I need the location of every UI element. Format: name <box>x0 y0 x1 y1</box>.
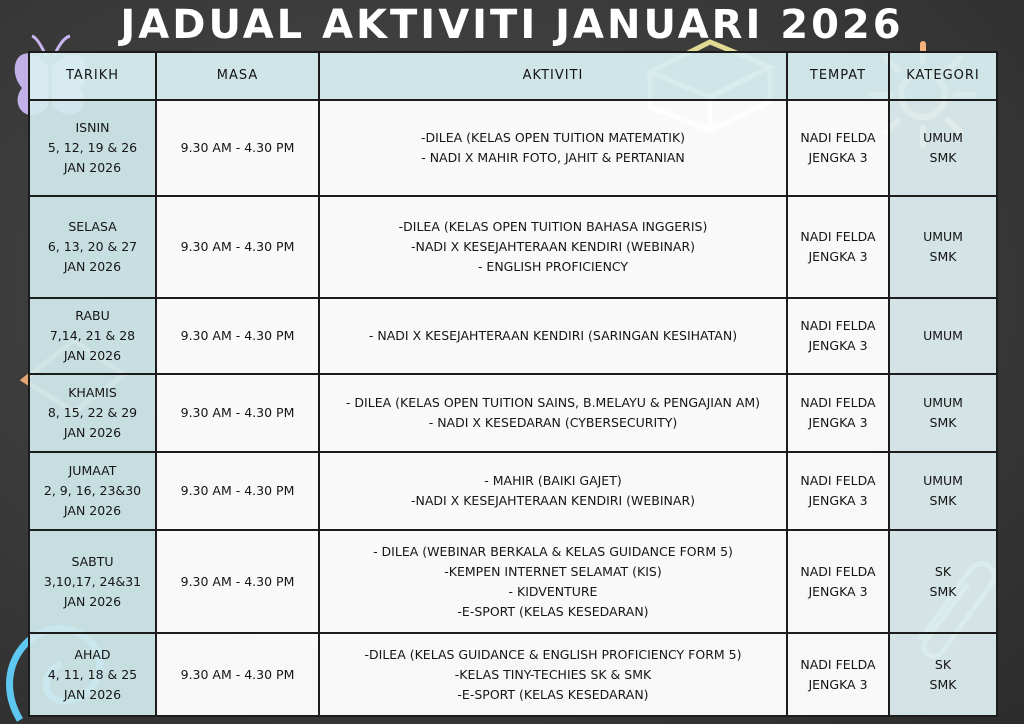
date-cell <box>29 374 156 452</box>
date-cell <box>29 100 156 196</box>
activity-item: - DILEA (KELAS OPEN TUITION SAINS, B.MELAYU & PENGAJIAN AM) <box>345 395 761 410</box>
activity-item: -DILEA (KELAS OPEN TUITION MATEMATIK) <box>420 130 686 145</box>
table-header-row <box>29 52 997 100</box>
header-aktiviti: AKTIVITI <box>319 52 787 100</box>
activity-item: -DILEA (KELAS OPEN TUITION BAHASA INGGERIS) <box>398 219 708 234</box>
place-line: JENGKA 3 <box>808 415 868 430</box>
header-tarikh: TARIKH <box>29 52 156 100</box>
table-row <box>29 530 997 633</box>
activity-cell <box>319 530 787 633</box>
activity-cell <box>319 374 787 452</box>
dates-label: 7,14, 21 & 28 <box>49 328 136 343</box>
place-cell <box>787 100 889 196</box>
category-cell <box>889 452 997 530</box>
category-line: SMK <box>929 415 957 430</box>
activity-cell <box>319 298 787 374</box>
category-line: UMUM <box>923 395 963 410</box>
category-cell <box>889 374 997 452</box>
date-cell <box>29 298 156 374</box>
month-label: JAN 2026 <box>63 259 122 274</box>
day-label: ISNIN <box>75 120 110 135</box>
time-cell: 9.30 AM - 4.30 PM <box>156 100 319 196</box>
place-line: JENGKA 3 <box>808 150 868 165</box>
month-label: JAN 2026 <box>63 686 122 702</box>
header-tempat: TEMPAT <box>787 52 889 100</box>
header-kategori: KATEGORI <box>889 52 997 100</box>
table-row <box>29 374 997 452</box>
month-label: JAN 2026 <box>63 593 122 609</box>
place-line: JENGKA 3 <box>808 338 868 353</box>
time-cell: 9.30 AM - 4.30 PM <box>156 374 319 452</box>
table-row <box>29 196 997 298</box>
place-line: JENGKA 3 <box>808 249 868 264</box>
activity-item: - ENGLISH PROFICIENCY <box>477 259 629 274</box>
category-line: SK <box>934 656 952 672</box>
month-label: JAN 2026 <box>63 160 122 175</box>
category-line: UMUM <box>923 130 963 145</box>
place-line: NADI FELDA <box>800 473 876 488</box>
dates-label: 8, 15, 22 & 29 <box>47 405 138 420</box>
activity-cell <box>319 452 787 530</box>
time-cell: 9.30 AM - 4.30 PM <box>156 196 319 298</box>
place-line: NADI FELDA <box>800 395 876 410</box>
place-cell <box>787 452 889 530</box>
category-line: SMK <box>929 676 957 692</box>
day-label: AHAD <box>74 646 111 662</box>
category-line: UMUM <box>923 473 963 488</box>
place-line: NADI FELDA <box>800 563 876 579</box>
activity-item: -E-SPORT (KELAS KESEDARAN) <box>457 686 649 702</box>
activity-cell <box>319 196 787 298</box>
category-line: SMK <box>929 583 957 599</box>
place-cell <box>787 374 889 452</box>
place-line: JENGKA 3 <box>808 493 868 508</box>
time-cell: 9.30 AM - 4.30 PM <box>156 530 319 633</box>
activity-item: -NADI X KESEJAHTERAAN KENDIRI (WEBINAR) <box>410 493 696 508</box>
activity-item: - MAHIR (BAIKI GAJET) <box>484 473 622 488</box>
place-cell <box>787 633 889 716</box>
category-line: SMK <box>929 150 957 165</box>
time-cell: 9.30 AM - 4.30 PM <box>156 633 319 716</box>
dates-label: 3,10,17, 24&31 <box>43 573 142 589</box>
activity-item: -KEMPEN INTERNET SELAMAT (KIS) <box>444 563 662 579</box>
category-line: SMK <box>929 249 957 264</box>
day-label: JUMAAT <box>68 463 117 478</box>
date-cell <box>29 530 156 633</box>
table-row <box>29 633 997 716</box>
day-label: RABU <box>75 308 110 323</box>
activity-item: - DILEA (WEBINAR BERKALA & KELAS GUIDANCE FORM 5) <box>373 543 733 559</box>
activity-item: -E-SPORT (KELAS KESEDARAN) <box>457 603 649 619</box>
category-line: UMUM <box>923 229 963 244</box>
table-row <box>29 452 997 530</box>
category-cell <box>889 196 997 298</box>
time-cell: 9.30 AM - 4.30 PM <box>156 298 319 374</box>
place-cell <box>787 196 889 298</box>
dates-label: 6, 13, 20 & 27 <box>47 239 138 254</box>
month-label: JAN 2026 <box>63 348 122 363</box>
day-label: SELASA <box>68 219 117 234</box>
place-line: JENGKA 3 <box>808 676 868 692</box>
page-title: JADUAL AKTIVITI JANUARI 2026 <box>120 2 904 48</box>
place-line: NADI FELDA <box>800 318 876 333</box>
category-line: SMK <box>929 493 957 508</box>
header-masa: MASA <box>156 52 319 100</box>
day-label: SABTU <box>71 553 114 569</box>
activity-item: -NADI X KESEJAHTERAAN KENDIRI (WEBINAR) <box>410 239 696 254</box>
dates-label: 2, 9, 16, 23&30 <box>43 483 142 498</box>
dates-label: 4, 11, 18 & 25 <box>47 666 138 682</box>
time-cell: 9.30 AM - 4.30 PM <box>156 452 319 530</box>
month-label: JAN 2026 <box>63 425 122 440</box>
place-line: JENGKA 3 <box>808 583 868 599</box>
activity-cell <box>319 100 787 196</box>
category-cell <box>889 530 997 633</box>
activity-item: -DILEA (KELAS GUIDANCE & ENGLISH PROFICIENCY FORM 5) <box>364 646 742 662</box>
activity-item: - NADI X MAHIR FOTO, JAHIT & PERTANIAN <box>421 150 685 165</box>
place-cell <box>787 298 889 374</box>
place-line: NADI FELDA <box>800 229 876 244</box>
place-line: NADI FELDA <box>800 656 876 672</box>
place-cell <box>787 530 889 633</box>
day-label: KHAMIS <box>68 385 117 400</box>
category-cell <box>889 100 997 196</box>
place-line: NADI FELDA <box>800 130 876 145</box>
activity-cell <box>319 633 787 716</box>
activity-item: - NADI X KESEJAHTERAAN KENDIRI (SARINGAN KESIHATAN) <box>368 328 738 343</box>
schedule-table <box>28 51 998 717</box>
category-line: UMUM <box>923 328 963 343</box>
activity-item: - KIDVENTURE <box>508 583 598 599</box>
month-label: JAN 2026 <box>63 503 122 518</box>
dates-label: 5, 12, 19 & 26 <box>47 140 138 155</box>
table-row <box>29 298 997 374</box>
activity-item: - NADI X KESEDARAN (CYBERSECURITY) <box>428 415 678 430</box>
category-line: SK <box>934 563 952 579</box>
table-row <box>29 100 997 196</box>
date-cell <box>29 633 156 716</box>
date-cell <box>29 196 156 298</box>
date-cell <box>29 452 156 530</box>
activity-item: -KELAS TINY-TECHIES SK & SMK <box>454 666 652 682</box>
category-cell <box>889 298 997 374</box>
category-cell <box>889 633 997 716</box>
